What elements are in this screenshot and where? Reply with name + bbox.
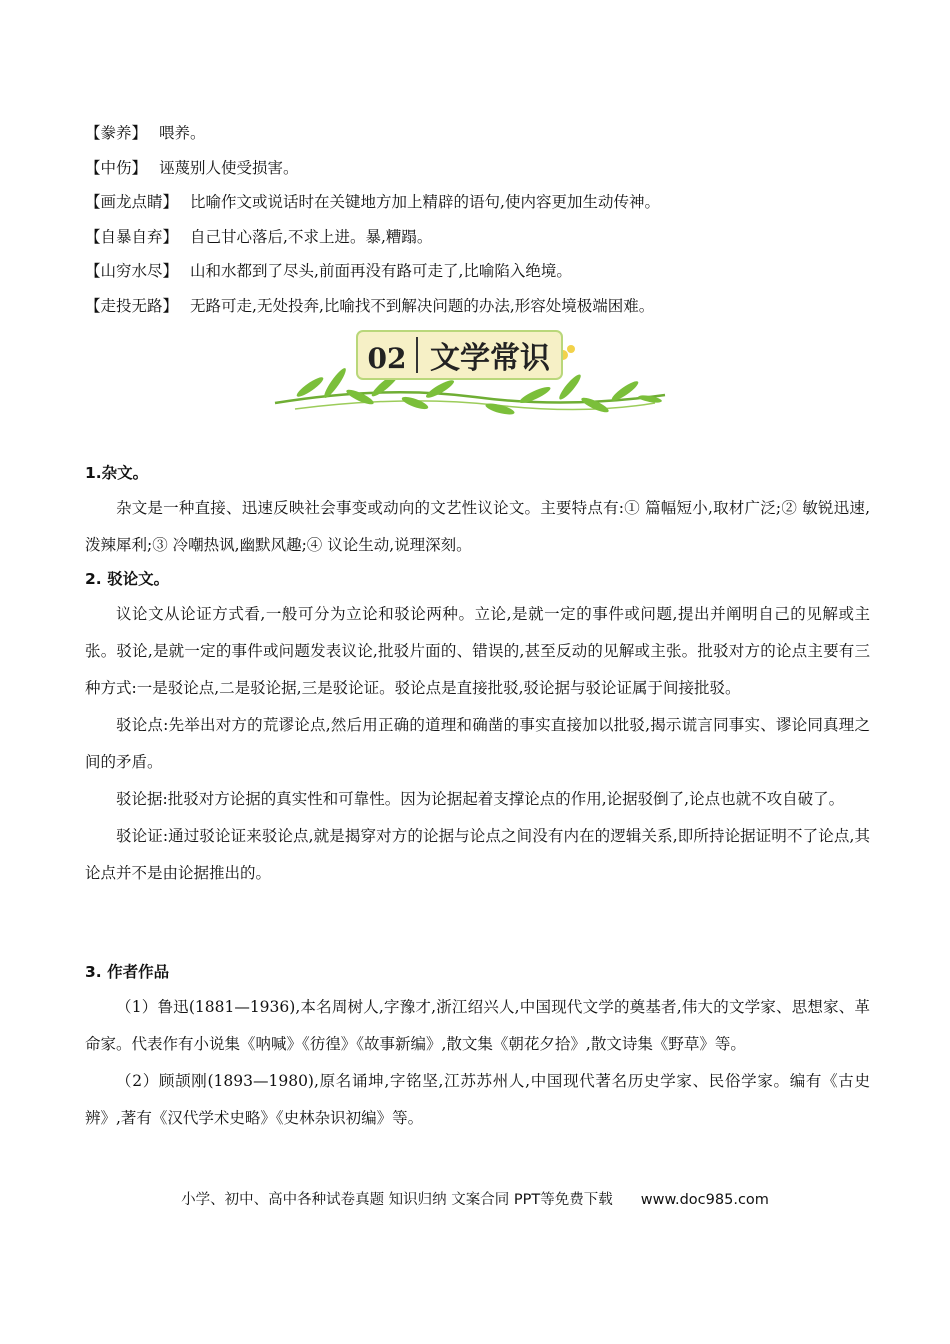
vocab-item xyxy=(85,220,875,255)
section-essay xyxy=(85,456,870,564)
paragraph: 驳论证:通过驳论证来驳论点,就是揭穿对方的论据与论点之间没有内在的逻辑关系,即所持论据证明不了论点,其论点并不是由论据推出的。 xyxy=(85,827,870,882)
page-footer xyxy=(0,1188,950,1209)
section-refutation xyxy=(85,562,870,892)
vocabulary-list xyxy=(85,116,875,323)
footer-text: 小学、初中、高中各种试卷真题 知识归纳 文案合同 PPT等免费下载 xyxy=(181,1192,613,1208)
paragraph: 驳论点:先举出对方的荒谬论点,然后用正确的道理和确凿的事实直接加以批驳,揭示谎言同事实、谬论同真理之间的矛盾。 xyxy=(85,716,870,771)
vocab-item xyxy=(85,151,875,186)
banner-title: 文学常识 xyxy=(430,341,550,376)
vocab-definition: 山和水都到了尽头,前面再没有路可走了,比喻陷入绝境。 xyxy=(190,262,572,280)
vocab-term: 【中伤】 xyxy=(85,158,148,177)
leaf-banner-graphic xyxy=(265,325,675,425)
vocab-definition: 比喻作文或说话时在关键地方加上精辟的语句,使内容更加生动传神。 xyxy=(190,193,660,211)
paragraph: 杂文是一种直接、迅速反映社会事变或动向的文艺性议论文。主要特点有:① 篇幅短小,取材广泛;② 敏锐迅速,泼辣犀利;③ 冷嘲热讽,幽默风趣;④ 议论生动,说理深刻。 xyxy=(85,499,870,554)
vocab-term: 【画龙点睛】 xyxy=(85,193,179,211)
paragraph: （2）顾颉刚(1893—1980),原名诵坤,字铭坚,江苏苏州人,中国现代著名历史学家、民俗学家。编有《古史辨》,著有《汉代学术史略》《史林杂识初编》等。 xyxy=(85,1072,870,1127)
vocab-item xyxy=(85,185,875,220)
vocab-term: 【走投无路】 xyxy=(85,296,179,315)
vocab-term: 【自暴自弃】 xyxy=(85,227,179,246)
section-authors xyxy=(85,955,870,1137)
vocab-item xyxy=(85,116,875,151)
section-heading: 2. 驳论文。 xyxy=(85,570,170,588)
vocab-definition: 喂养。 xyxy=(159,124,206,142)
vine-line xyxy=(275,392,665,403)
vocab-definition: 无路可走,无处投奔,比喻找不到解决问题的办法,形容处境极端困难。 xyxy=(190,296,655,315)
paragraph: 驳论据:批驳对方论据的真实性和可靠性。因为论据起着支撑论点的作用,论据驳倒了,论点也就不攻自破了。 xyxy=(116,790,845,808)
banner-number: 02 xyxy=(367,342,407,375)
vocab-item xyxy=(85,254,875,289)
section-heading: 3. 作者作品 xyxy=(85,963,170,981)
paragraph: （1）鲁迅(1881—1936),本名周树人,字豫才,浙江绍兴人,中国现代文学的奠基者,伟大的文学家、思想家、革命家。代表作有小说集《呐喊》《彷徨》《故事新编》,散文集《朝花夕拾》,散文诗集《野草》等。 xyxy=(85,998,870,1053)
section-heading: 1.杂文。 xyxy=(85,464,149,482)
paragraph: 议论文从论证方式看,一般可分为立论和驳论两种。立论,是就一定的事件或问题,提出并阐明自己的见解或主张。驳论,是就一定的事件或问题发表议论,批驳片面的、错误的,甚至反动的见解或主张。批驳对方的论点主要有三种方式:一是驳论点,二是驳论据,三是驳论证。驳论点是直接批驳,驳论据与驳论证属于间接批驳。 xyxy=(85,605,870,697)
section-banner xyxy=(265,325,675,425)
vocab-definition: 自己甘心落后,不求上进。暴,糟蹋。 xyxy=(190,227,433,246)
footer-link[interactable]: www.doc985.com xyxy=(640,1192,769,1208)
vocab-item xyxy=(85,289,875,324)
vocab-definition: 诬蔑别人使受损害。 xyxy=(159,158,299,177)
vocab-term: 【豢养】 xyxy=(85,124,148,142)
vocab-term: 【山穷水尽】 xyxy=(85,262,179,280)
